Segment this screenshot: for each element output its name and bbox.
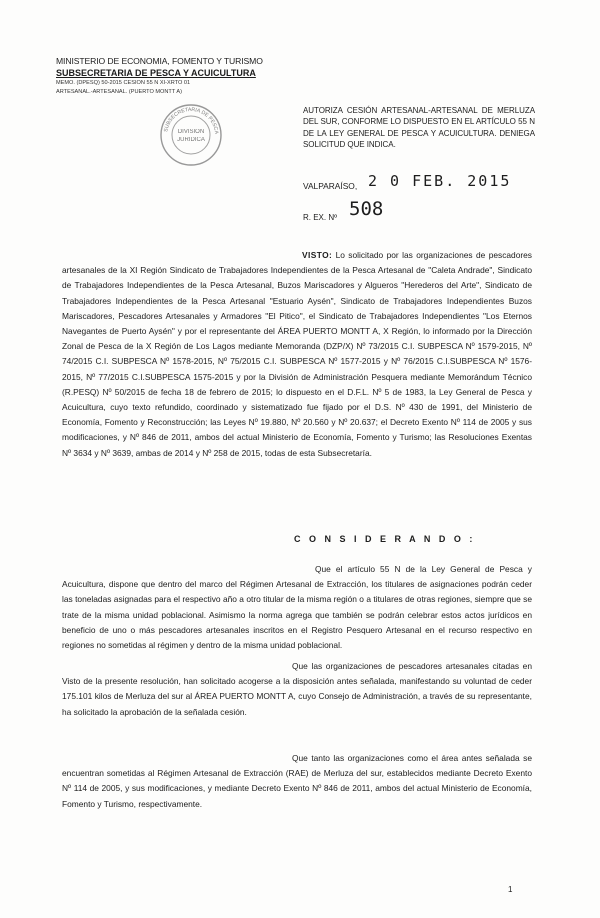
visto-paragraph bbox=[62, 248, 532, 461]
subsecretaria-name: SUBSECRETARIA DE PESCA Y ACUICULTURA bbox=[56, 68, 256, 78]
stamp-ring-text: SUBSECRETARIA DE PESCA bbox=[163, 106, 220, 135]
resolution-label: R. EX. Nº bbox=[303, 213, 338, 222]
resolution-title: AUTORIZA CESIÓN ARTESANAL-ARTESANAL DE MERLUZA DEL SUR, CONFORME LO DISPUESTO EN EL ARTÍCULO 55 N DE LA LEY GENERAL DE PESCA Y ACUICULTURA. DENIEGA SOLICITUD QUE INDICA. bbox=[303, 106, 535, 150]
visto-text: Lo solicitado por las organizaciones de pescadores artesanales de la XI Región Sindicato de Trabajadores Independientes de la Pesca Artesanal de "Caleta Andrade", Sindicato de Trabajadores Independientes de la Pesca Artesanal, Buzos Mariscadores y Algueros "Herederos del Arte", Sindicato de Trabajadores Independientes de la Pesca Artesanal "Estuario Aysén", Sindicato de Trabajadores Independientes Buzos Mariscadores, Pescadores Artesanales y Armadores "El Pitico", el Sindicato de Trabajadores Independientes "Los Eternos Navegantes de Puerto Aysén" y por el representante del ÁREA PUERTO MONTT A, X Región, lo informado por la Dirección Zonal de Pesca de la X Región de Los Lagos mediante Memoranda (DZP/X) Nº 73/2015 C.I. SUBPESCA Nº 1579-2015, Nº 74/2015 C.I. SUBPESCA Nº 1578-2015, Nº 75/2015 C.I. SUBPESCA Nº 1577-2015 y Nº 76/2015 C.I.SUBPESCA Nº 1576-2015, Nº 77/2015 C.I.SUBPESCA 1575-2015 y por la División de Administración Pesquera mediante Memorándum Técnico (R.PESQ) Nº 50/2015 de fecha 18 de febrero de 2015; lo dispuesto en el D.F.L. Nº 5 de 1983, la Ley General de Pesca y Acuicultura, cuyo texto refundido, coordinado y sistematizado fue fijado por el D.S. Nº 430 de 1991, del Ministerio de Economía, Fomento y Reconstrucción; las Leyes Nº 19.880, Nº 20.560 y Nº 20.637; el Decreto Exento Nº 114 de 2005 y sus modificaciones, y Nº 846 de 2011, ambos del actual Ministerio de Economía, Fomento y Turismo; las Resoluciones Exentas Nº 3634 y Nº 3639, ambas de 2014 y Nº 258 de 2015, todas de esta Subsecretaría. bbox=[62, 250, 532, 458]
reference-line-1: MEMO. (DPESQ) 50-2015 CESION 55 N XI-XRTO 01 bbox=[56, 80, 191, 86]
considerando-paragraph-3: Que tanto las organizaciones como el área antes señalada se encuentran sometidas al Régimen Artesanal de Extracción (RAE) de Merluza del sur, establecidos mediante Decreto Exento Nº 114 de 2005, y sus modificaciones, y mediante Decreto Exento Nº 846 de 2011, ambos del actual Ministerio de Economía, Fomento y Turismo, respectivamente. bbox=[62, 753, 532, 809]
reference-line-2: ARTESANAL.-ARTESANAL. (PUERTO MONTT A) bbox=[56, 88, 182, 95]
division-juridica-stamp bbox=[159, 103, 223, 167]
date-stamp: 2 0 FEB. 2015 bbox=[368, 172, 512, 190]
ministry-name: MINISTERIO DE ECONOMIA, FOMENTO Y TURISMO bbox=[56, 56, 263, 66]
stamp-center-line-1: DIVISION bbox=[177, 129, 205, 135]
page-number: 1 bbox=[508, 885, 513, 894]
considerando-heading: C O N S I D E R A N D O : bbox=[294, 534, 476, 544]
considerando-paragraph-1: Que el artículo 55 N de la Ley General de Pesca y Acuicultura, dispone que dentro del marco del Régimen Artesanal de Extracción, los titulares de asignaciones podrán ceder las toneladas asignadas para el respectivo año a otro titular de la misma región o a titulares de otras regiones, siempre que se trate de la misma unidad poblacional. Asimismo la norma agrega que también se podrán celebrar estos actos jurídicos en beneficio de uno o más pescadores artesanales inscritos en el Registro Pesquero Artesanal en el recurso respectivo en regiones no sometidas al régimen y dentro de la misma unidad poblacional. bbox=[62, 564, 532, 651]
letterhead bbox=[56, 56, 286, 96]
stamp-center-line-2: JURIDICA bbox=[177, 137, 205, 143]
visto-label: VISTO: bbox=[302, 250, 333, 260]
resolution-number: 508 bbox=[349, 198, 384, 220]
considerando-paragraph-2: Que las organizaciones de pescadores artesanales citadas en Visto de la presente resolución, han solicitado acogerse a la disposición antes señalada, manifestando su voluntad de ceder 175.101 kilos de Merluza del sur al ÁREA PUERTO MONTT A, cuyo Consejo de Administración, a través de su representante, ha solicitado la aprobación de la señalada cesión. bbox=[62, 661, 532, 717]
place-label: VALPARAÍSO, bbox=[303, 181, 358, 191]
